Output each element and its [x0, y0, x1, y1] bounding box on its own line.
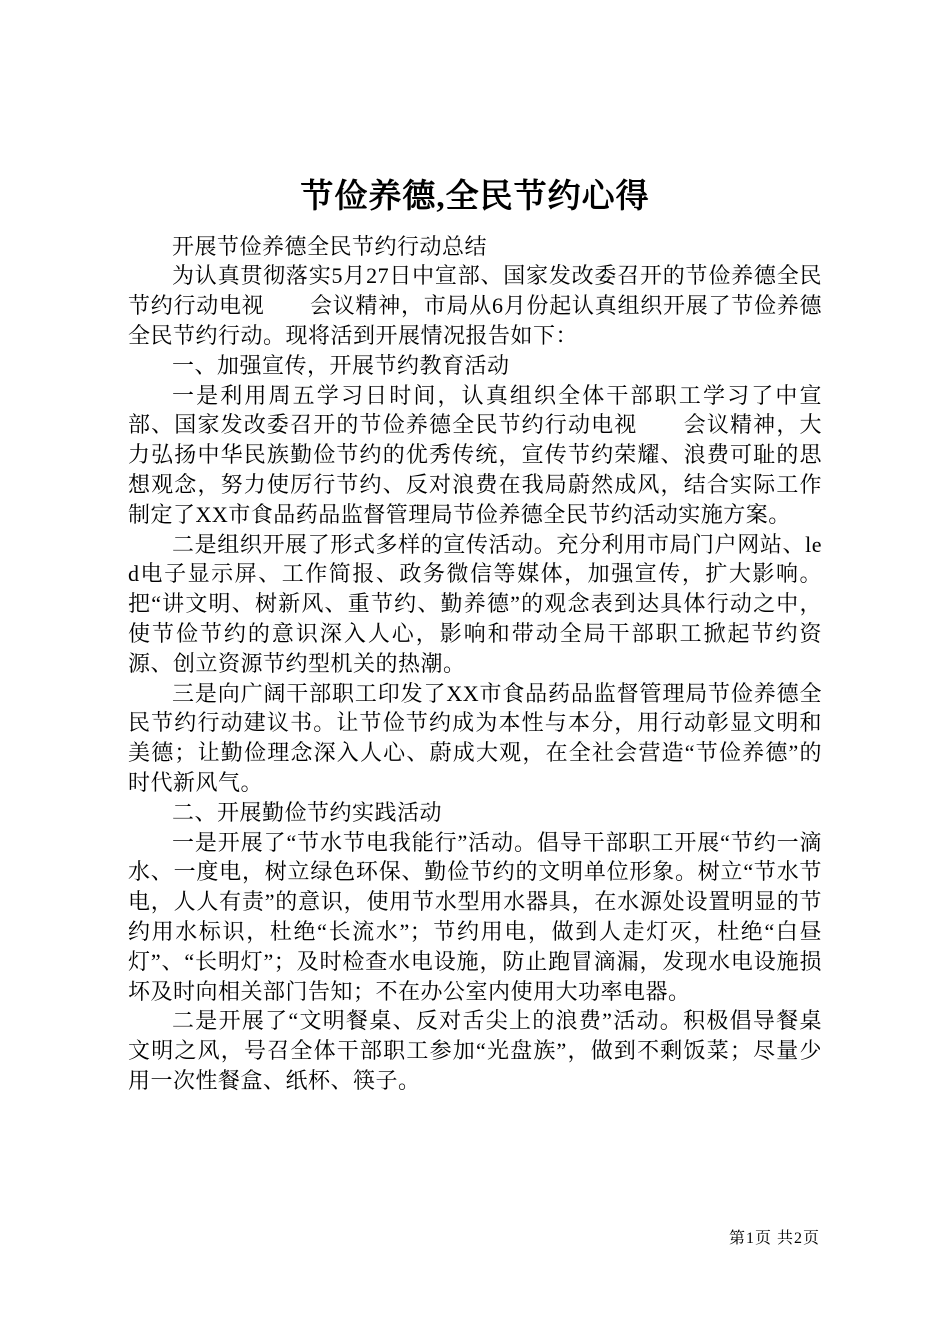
document-title: 节俭养德,全民节约心得 [300, 179, 650, 215]
paragraph-section-1-heading: 一、加强宣传，开展节约教育活动 [172, 352, 510, 378]
paragraph-section-2-item-1: 一是开展了“节水节电我能行”活动。倡导干部职工开展“节约一滴水、一度电，树立绿色环保、勤俭节约的文明单位形象。树立“节水节电，人人有责”的意识，使用节水型用水器具，在水源处设置明显的节约用水标识，杜绝“长流水”；节约用电，做到人走灯灭，杜绝“白昼灯”、“长明灯”；及时检查水电设施，防止跑冒滴漏，发现水电设施损坏及时向相关部门告知；不在办公室内使用大功率电器。 [128, 829, 822, 1004]
paragraph-section-1-item-1: 一是利用周五学习日时间，认真组织全体干部职工学习了中宣部、国家发改委召开的节俭养德全民节约行动电视 会议精神，大力弘扬中华民族勤俭节约的优秀传统，宣传节约荣耀、浪费可耻的思想观念，努力使厉行节约、反对浪费在我局蔚然成风，结合实际工作制定了XX市食品药品监督管理局节俭养德全民节约活动实施方案。 [128, 382, 822, 527]
paragraph-summary-heading: 开展节俭养德全民节约行动总结 [172, 233, 488, 259]
page-footer [729, 1225, 820, 1248]
paragraph-section-2-item-2: 二是开展了“文明餐桌、反对舌尖上的浪费”活动。积极倡导餐桌文明之风，号召全体干部职工参加“光盘族”，做到不剩饭菜；尽量少用一次性餐盒、纸杯、筷子。 [128, 1008, 822, 1093]
paragraph-intro: 为认真贯彻落实5月27日中宣部、国家发改委召开的节俭养德全民节约行动电视 会议精神，市局从6月份起认真组织开展了节俭养德全民节约行动。现将活到开展情况报告如下： [128, 263, 822, 348]
document-body [128, 232, 822, 1096]
paragraph-section-2-heading: 二、开展勤俭节约实践活动 [172, 799, 443, 825]
paragraph-section-1-item-3: 三是向广阔干部职工印发了XX市食品药品监督管理局节俭养德全民节约行动建议书。让节俭节约成为本性与本分，用行动彰显文明和美德；让勤俭理念深入人心、蔚成大观，在全社会营造“节俭养德”的时代新风气。 [128, 680, 822, 795]
paragraph-section-1-item-2: 二是组织开展了形式多样的宣传活动。充分利用市局门户网站、led电子显示屏、工作简报、政务微信等媒体，加强宣传，扩大影响。把“讲文明、树新风、重节约、勤养德”的观念表到达具体行动之中，使节俭节约的意识深入人心，影响和带动全局干部职工掀起节约资源、创立资源节约型机关的热潮。 [128, 531, 822, 676]
page-number-label: 第1页 共2页 [728, 1230, 820, 1247]
